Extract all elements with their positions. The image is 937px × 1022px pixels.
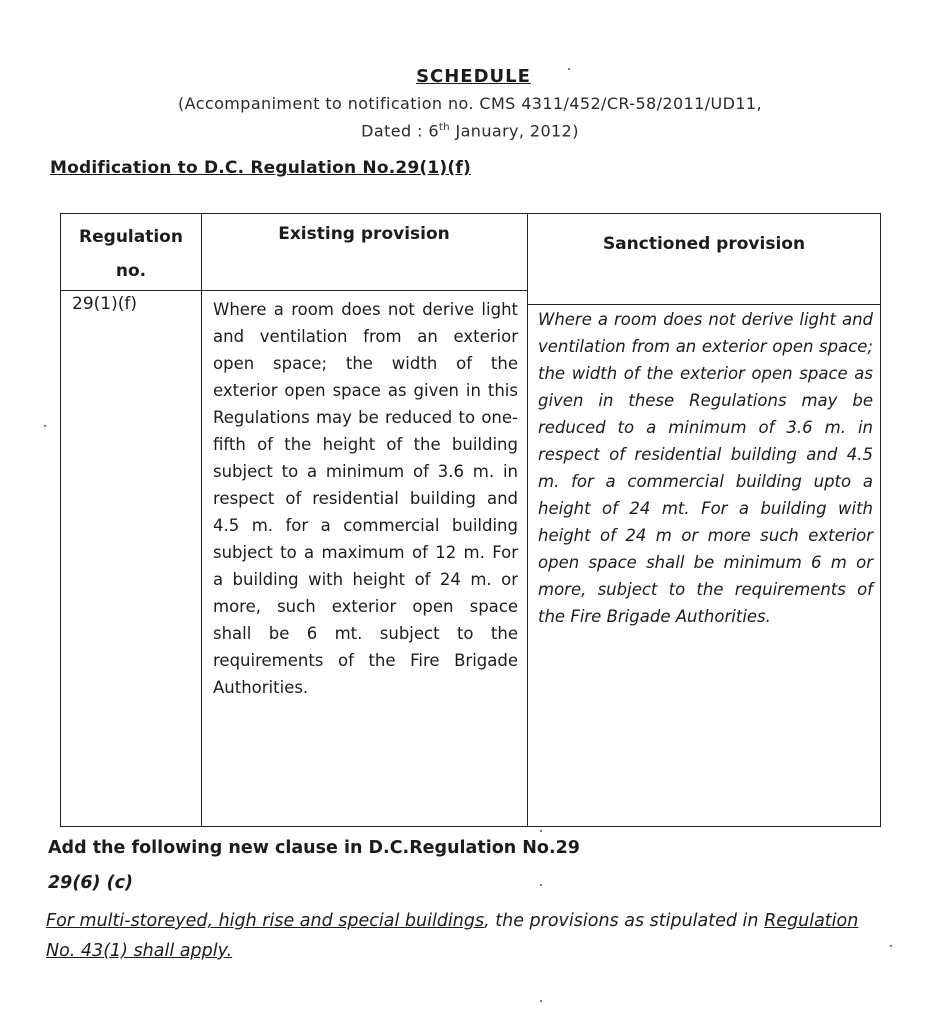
scan-speck bbox=[568, 68, 570, 70]
scan-speck bbox=[540, 830, 542, 832]
new-clause-number: 29(6) (c) bbox=[48, 873, 133, 893]
scan-speck bbox=[540, 1000, 542, 1002]
subtitle-notification: (Accompaniment to notification no. CMS 4311/452/CR-58/2011/UD11, bbox=[178, 94, 762, 113]
new-clause-intro: Add the following new clause in D.C.Regulation No.29 bbox=[48, 838, 580, 858]
table-divider-1 bbox=[201, 214, 202, 826]
document-subtitle bbox=[115, 92, 825, 143]
table-header-rule-left bbox=[61, 290, 201, 291]
table-header-rule-right bbox=[527, 304, 880, 305]
header-sanctioned-provision: Sanctioned provision bbox=[602, 234, 806, 254]
scan-speck bbox=[44, 425, 46, 427]
regulation-number-cell: 29(1)(f) bbox=[72, 294, 137, 314]
new-clause-text bbox=[46, 906, 886, 966]
clause-text-part1: For multi-storeyed, high rise and special buildings bbox=[46, 911, 485, 931]
header-existing-provision: Existing provision bbox=[278, 224, 450, 244]
clause-text-middle: , the provisions as stipulated in bbox=[484, 911, 765, 931]
document-title: SCHEDULE bbox=[416, 66, 531, 87]
scan-speck bbox=[540, 884, 542, 886]
section-heading: Modification to D.C. Regulation No.29(1)(f) bbox=[50, 158, 471, 178]
subtitle-date-prefix: Dated : 6 bbox=[361, 121, 439, 141]
header-regulation-no: Regulation no. bbox=[79, 227, 183, 281]
existing-provision-cell: Where a room does not derive light and ventilation from an exterior open space; the width of the exterior open space as given in this Regulations may be reduced to one-fifth of the height of the building subject to a minimum of 3.6 m. in respect of residential building and 4.5 m. for a commercial building subject to a maximum of 12 m. For a building with height of 24 m. or more, such exterior open space shall be 6 mt. subject to the requirements of the Fire Brigade Authorities. bbox=[213, 300, 518, 697]
clause-text-part2: Regulation No. 43(1) shall apply. bbox=[46, 911, 859, 961]
subtitle-date bbox=[115, 116, 825, 143]
table-header-rule-middle bbox=[201, 290, 527, 291]
provisions-table bbox=[60, 213, 881, 827]
table-divider-2 bbox=[527, 214, 528, 826]
subtitle-date-suffix: January, 2012) bbox=[449, 121, 579, 141]
scan-speck bbox=[890, 945, 892, 947]
subtitle-date-sup: th bbox=[438, 122, 450, 133]
sanctioned-provision-cell: Where a room does not derive light and ventilation from an exterior open space; the width of the exterior open space as given in these Regulations may be reduced to a minimum of 3.6 m. in respect of residential building and 4.5 m. for a commercial building upto a height of 24 mt. For a building with height of 24 m or more such exterior open space shall be minimum 6 m or more, subject to the requirements of the Fire Brigade Authorities. bbox=[538, 310, 873, 626]
